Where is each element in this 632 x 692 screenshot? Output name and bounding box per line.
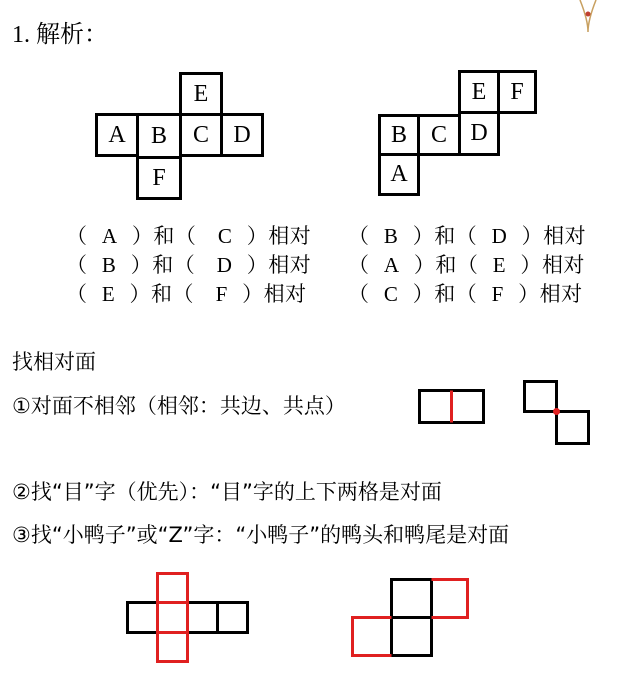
opposite-label: 相对 — [539, 282, 583, 306]
pair-right-1-a: B — [383, 224, 399, 248]
shared-point-diagram — [523, 380, 595, 448]
net2-cell-e: E — [458, 70, 500, 114]
net2-cell-c: C — [417, 114, 461, 156]
pair-right-2-a: A — [383, 253, 400, 277]
pair-left-1-b: C — [217, 224, 233, 248]
and-label: 和 — [151, 282, 173, 306]
pair-row-right-2: （ A ）和（ E ）相对 — [348, 253, 585, 277]
rule-1: ①对面不相邻（相邻：共边、共点） — [12, 394, 346, 418]
net1-cell-a: A — [95, 113, 139, 157]
pair-right-3-a: C — [383, 282, 399, 306]
pair-left-3-b: F — [215, 282, 228, 306]
and-label: 和 — [434, 224, 456, 248]
net1-cell-d: D — [220, 113, 264, 157]
pair-row-right-1: （ B ）和（ D ）相对 — [348, 224, 587, 248]
pair-left-2-a: B — [101, 253, 117, 277]
net1-cell-f: F — [136, 156, 182, 200]
net1-cell-b: B — [136, 113, 182, 159]
corner-ornament-icon — [578, 0, 598, 34]
opposite-label: 相对 — [268, 253, 312, 277]
opposite-label: 相对 — [541, 253, 585, 277]
and-label: 和 — [152, 253, 174, 277]
pair-left-3-a: E — [101, 282, 116, 306]
opposite-label: 相对 — [268, 224, 312, 248]
pair-row-left-3: （ E ）和（ F ）相对 — [66, 282, 307, 306]
pair-row-left-1: （ A ）和（ C ）相对 — [66, 224, 312, 248]
opposite-label: 相对 — [543, 224, 587, 248]
page-title: 1. 解析： — [12, 22, 108, 48]
net2-cell-b: B — [378, 114, 420, 156]
pair-row-left-2: （ B ）和（ D ）相对 — [66, 253, 312, 277]
pair-left-2-b: D — [216, 253, 233, 277]
rule-2: ②找“目”字（优先）：“目”字的上下两格是对面 — [12, 480, 442, 504]
net1-cell-c: C — [179, 113, 223, 157]
pair-right-3-b: F — [491, 282, 504, 306]
and-label: 和 — [153, 224, 175, 248]
and-label: 和 — [435, 253, 457, 277]
and-label: 和 — [434, 282, 456, 306]
shared-edge-diagram — [418, 389, 488, 425]
method-heading: 找相对面 — [12, 350, 96, 374]
net2-cell-f: F — [497, 70, 537, 114]
net1-cell-e: E — [179, 72, 223, 116]
mu-shape-net-diagram — [126, 572, 252, 664]
pair-left-1-a: A — [101, 224, 118, 248]
pair-right-1-b: D — [491, 224, 508, 248]
opposite-label: 相对 — [263, 282, 307, 306]
z-shape-net-diagram — [350, 578, 472, 660]
rule-3: ③找“小鸭子”或“Z”字：“小鸭子”的鸭头和鸭尾是对面 — [12, 523, 510, 547]
pair-row-right-3: （ C ）和（ F ）相对 — [348, 282, 583, 306]
pair-right-2-b: E — [492, 253, 507, 277]
net2-cell-a: A — [378, 153, 420, 196]
net2-cell-d: D — [458, 111, 500, 156]
